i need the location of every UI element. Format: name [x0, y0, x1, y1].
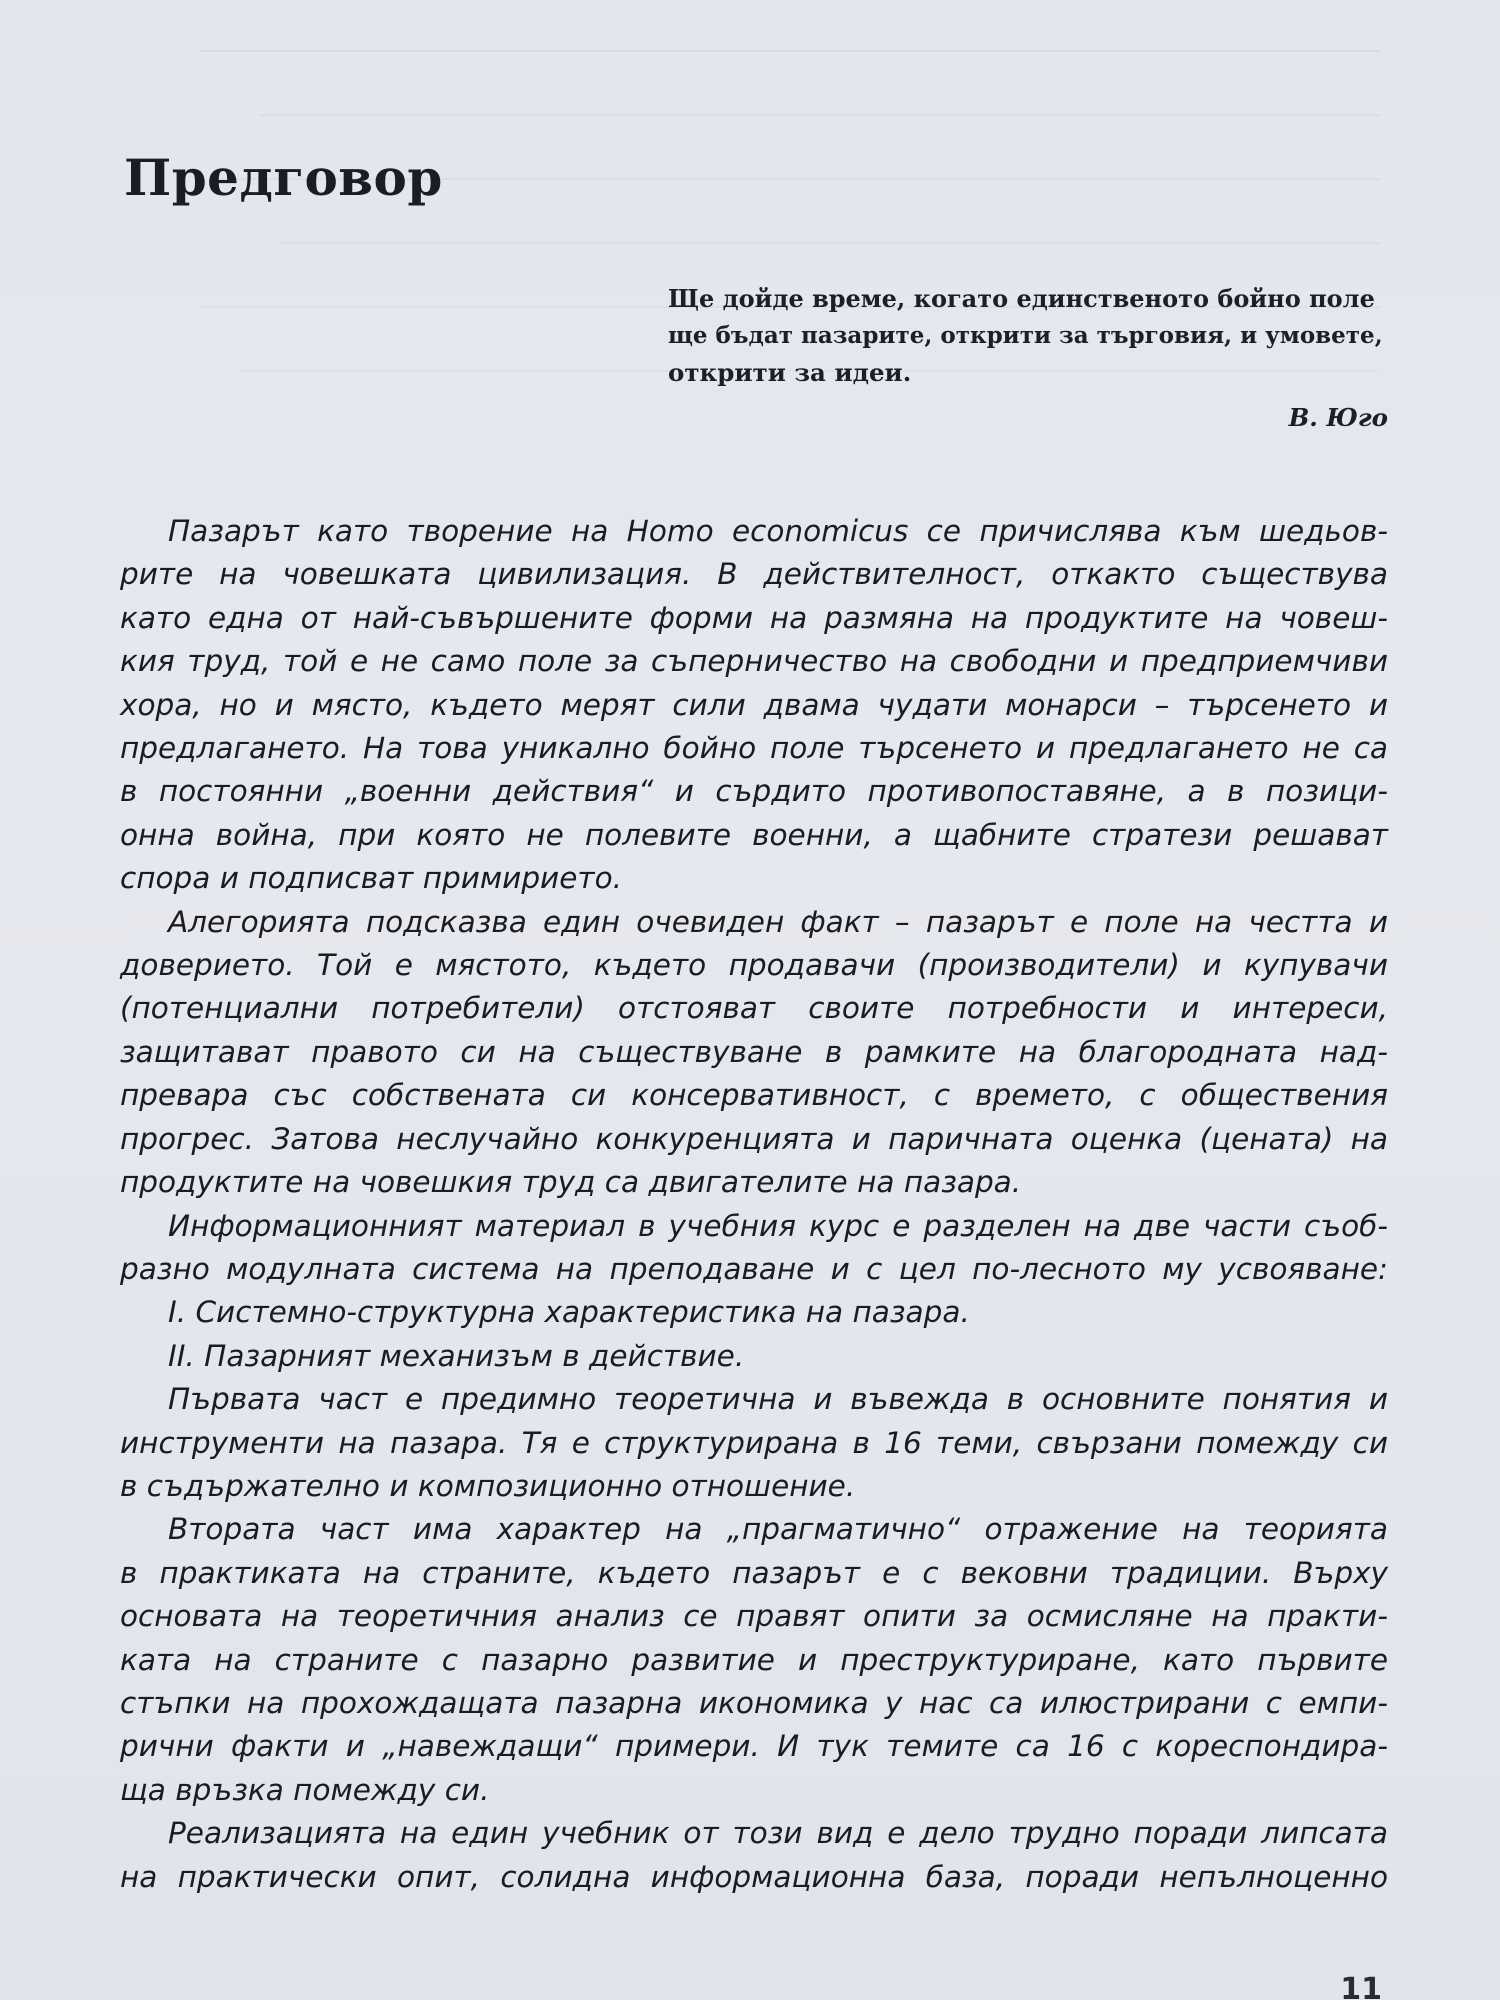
text-line: (потенциални потребители) отстояват своите потребности и интереси, [120, 991, 1388, 1026]
text-line: Алегорията подсказва един очевиден факт – пазарът е поле на честта и [168, 904, 1388, 939]
text-line: Първата част е предимно теоретична и въвежда в основните понятия и [168, 1382, 1388, 1417]
text-line: ката на страните с пазарно развитие и преструктуриране, като първите [120, 1642, 1388, 1677]
text-line: разно модулната система на преподаване и с цел по-лесното му усвояване: [120, 1251, 1388, 1286]
epigraph [668, 280, 1388, 436]
text-line: защитават правото си на съществуване в рамките на благородната над- [120, 1034, 1388, 1069]
text-line: в практиката на страните, където пазарът е с вековни традиции. Върху [120, 1555, 1388, 1590]
text-line: в съдържателно и композиционно отношение. [120, 1468, 856, 1503]
text-line: като една от най-съвършените форми на размяна на продуктите на човеш- [120, 600, 1388, 635]
epigraph-line: ще бъдат пазарите, открити за търговия, и умовете, [668, 322, 1383, 349]
text-line: в постоянни „военни действия“ и сърдито противопоставяне, а в позици- [120, 774, 1388, 809]
page-number: 11 [1340, 1972, 1382, 2000]
text-line: превара със собствената си консервативност, с времето, с обществения [120, 1078, 1388, 1113]
epigraph-line: открити за идеи. [668, 358, 912, 387]
text-line: доверието. Той е мястото, където продавачи (производители) и купувачи [120, 948, 1388, 983]
text-line: онна война, при която не полевите военни, а щабните стратези решават [120, 817, 1388, 852]
page-title: Предговор [124, 148, 443, 207]
text-line: на практически опит, солидна информационна база, поради непълноценно [120, 1859, 1388, 1894]
text-line: Информационният материал в учебния курс е разделен на две части съоб- [168, 1208, 1388, 1243]
text-line: Пазарът като творение на Homo economicus се причислява към шедьов- [168, 514, 1388, 548]
text-line: рични факти и „навеждащи“ примери. И тук темите са 16 с кореспондира- [120, 1729, 1388, 1764]
epigraph-line: Ще дойде време, когато единственото бойно поле [668, 284, 1375, 313]
text-line: рите на човешката цивилизация. В действителност, откакто съществува [120, 557, 1388, 592]
text-line: прогрес. Затова неслучайно конкуренцията и паричната оценка (цената) на [120, 1121, 1388, 1156]
text-line: ща връзка помежду си. [120, 1772, 490, 1807]
preface-body [120, 510, 1388, 1899]
text-line: Втората част има характер на „прагматично“ отражение на теорията [168, 1512, 1388, 1547]
text-line: хора, но и място, където мерят сили двама чудати монарси – търсенето и [120, 687, 1388, 722]
text-line: кия труд, той е не само поле за съперничество на свободни и предприемчиви [120, 644, 1388, 679]
text-line: предлагането. На това уникално бойно поле търсенето и предлагането не са [120, 731, 1388, 766]
list-item: I. Системно-структурна характеристика на пазара. [168, 1295, 970, 1330]
text-line: основата на теоретичния анализ се правят опити за осмисляне на практи- [120, 1599, 1388, 1634]
text-line: Реализацията на един учебник от този вид е дело трудно поради липсата [168, 1816, 1388, 1851]
text-line: спора и подписват примирието. [120, 861, 622, 896]
list-item: II. Пазарният механизъм в действие. [168, 1338, 745, 1373]
text-line: инструменти на пазара. Тя е структурирана в 16 теми, свързани помежду си [120, 1425, 1388, 1460]
text-line: продуктите на човешкия труд са двигателите на пазара. [120, 1165, 1022, 1200]
epigraph-author: В. Юго [1288, 403, 1388, 432]
text-line: стъпки на прохождащата пазарна икономика у нас са илюстрирани с емпи- [120, 1685, 1388, 1720]
